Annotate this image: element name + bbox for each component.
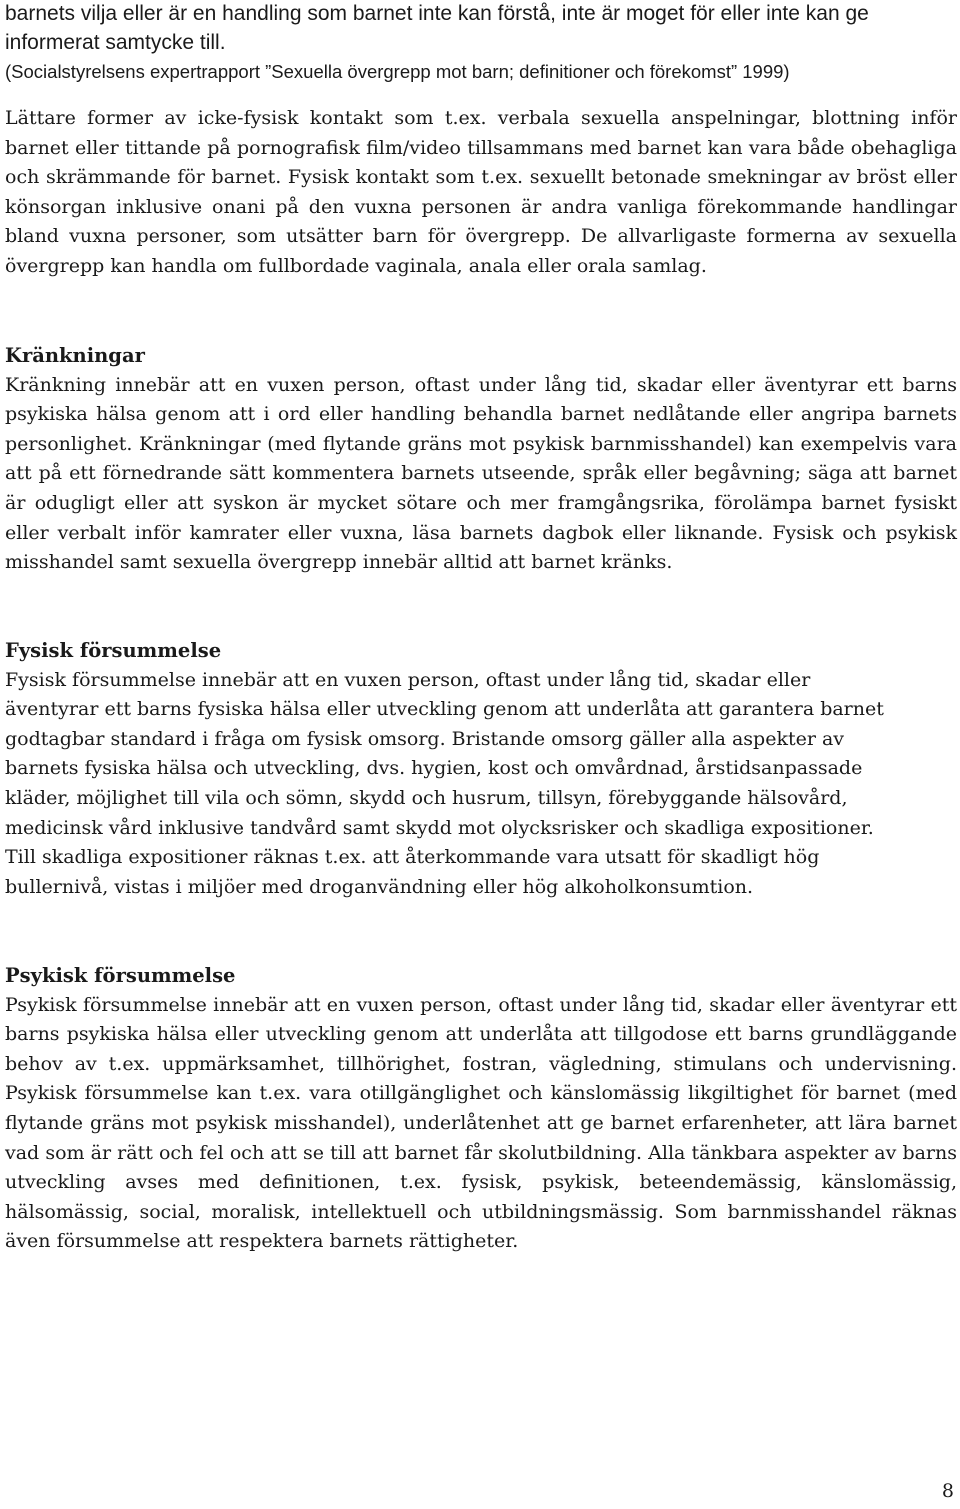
heading-psykisk-forsummelse: Psykisk försummelse — [5, 964, 236, 987]
section-krankningar — [5, 341, 957, 578]
paragraph-lattare-former: Lättare former av icke-fysisk kontakt som t.ex. verbala sexuella anspelningar, blottning inför barnet eller tittande på pornografisk film/video tillsammans med barnet kan vara både obehagliga och skrämmande för barnet. Fysisk kontakt som t.ex. sexuellt betonade smekningar av bröst eller könsorgan inklusive onani på den vuxna personen är andra vanliga förekommande handlingar bland vuxna personer, som utsätter barn för övergrepp. De allvarligaste formerna av sexuella övergrepp kan handla om fullbordade vaginala, anala eller orala samlag. — [5, 107, 957, 277]
page-number: 8 — [941, 1480, 954, 1502]
heading-krankningar: Kränkningar — [5, 344, 145, 367]
section-lattare-former — [5, 104, 957, 282]
intro-block — [5, 0, 955, 86]
paragraph-krankningar: Kränkning innebär att en vuxen person, oftast under lång tid, skadar eller äventyrar ett barns psykiska hälsa genom att i ord eller handling behandla barnet nedlåtande eller angripa barnets personlighet. Kränkningar (med flytande gräns mot psykisk barnmisshandel) kan exempelvis vara att på ett förnedrande sätt kommentera barnets utseende, språk eller begåvning; säga att barnet är odugligt eller att syskon är mycket sötare och mer framgångsrika, förolämpa barnet fysiskt eller verbalt inför kamrater eller vuxna, läsa barnets dagbok eller liknande. Fysisk och psykisk misshandel samt sexuella övergrepp innebär alltid att barnet kränks. — [5, 373, 957, 574]
section-fysisk-forsummelse — [5, 636, 957, 902]
paragraph-psykisk-forsummelse: Psykisk försummelse innebär att en vuxen person, oftast under lång tid, skadar eller äventyrar ett barns psykiska hälsa eller utveckling genom att underlåta att tillgodose ett barns grundläggande behov av t.ex. uppmärksamhet, tillhörighet, fostran, vägledning, stimulans och undervisning. Psykisk försummelse kan t.ex. vara otillgänglighet och känslomässig likgiltighet för barnet (med flytande gräns mot psykisk misshandel), underlåtenhet att ge barnet erfarenheter, att lära barnet vad som är rätt och fel och att se till att barnet får skolutbildning. Alla tänkbara aspekter av barns utveckling avses med definitionen, t.ex. fysisk, psykisk, beteendemässig, känslomässig, hälsomässig, social, moralisk, intellektuell och utbildningsmässig. Som barnmisshandel räknas även försummelse att respektera barnets rättigheter. — [5, 993, 957, 1253]
heading-fysisk-forsummelse: Fysisk försummelse — [5, 639, 222, 662]
intro-text: barnets vilja eller är en handling som barnet inte kan förstå, inte är moget för eller inte kan ge informerat samtycke till. — [5, 2, 869, 54]
section-psykisk-forsummelse — [5, 961, 957, 1257]
citation: (Socialstyrelsens expertrapport ”Sexuella övergrepp mot barn; definitioner och förekomst” 1999) — [5, 61, 790, 82]
paragraph-fysisk-forsummelse: Fysisk försummelse innebär att en vuxen person, oftast under lång tid, skadar eller äventyrar ett barns fysiska hälsa eller utveckling genom att underlåta att garantera barnet godtagbar standard i fråga om fysisk omsorg. Bristande omsorg gäller alla aspekter av barnets fysiska hälsa och utveckling, dvs. hygien, kost och omvårdnad, årstidsanpassade kläder, möjlighet till vila och sömn, skydd och husrum, tillsyn, förebyggande hälsovård, medicinsk vård inklusive tandvård samt skydd mot olycksrisker och skadliga expositioner. Till skadliga expositioner räknas t.ex. att återkommande vara utsatt för skadligt hög bullernivå, vistas i miljöer med droganvändning eller hög alkoholkonsumtion. — [5, 668, 884, 898]
